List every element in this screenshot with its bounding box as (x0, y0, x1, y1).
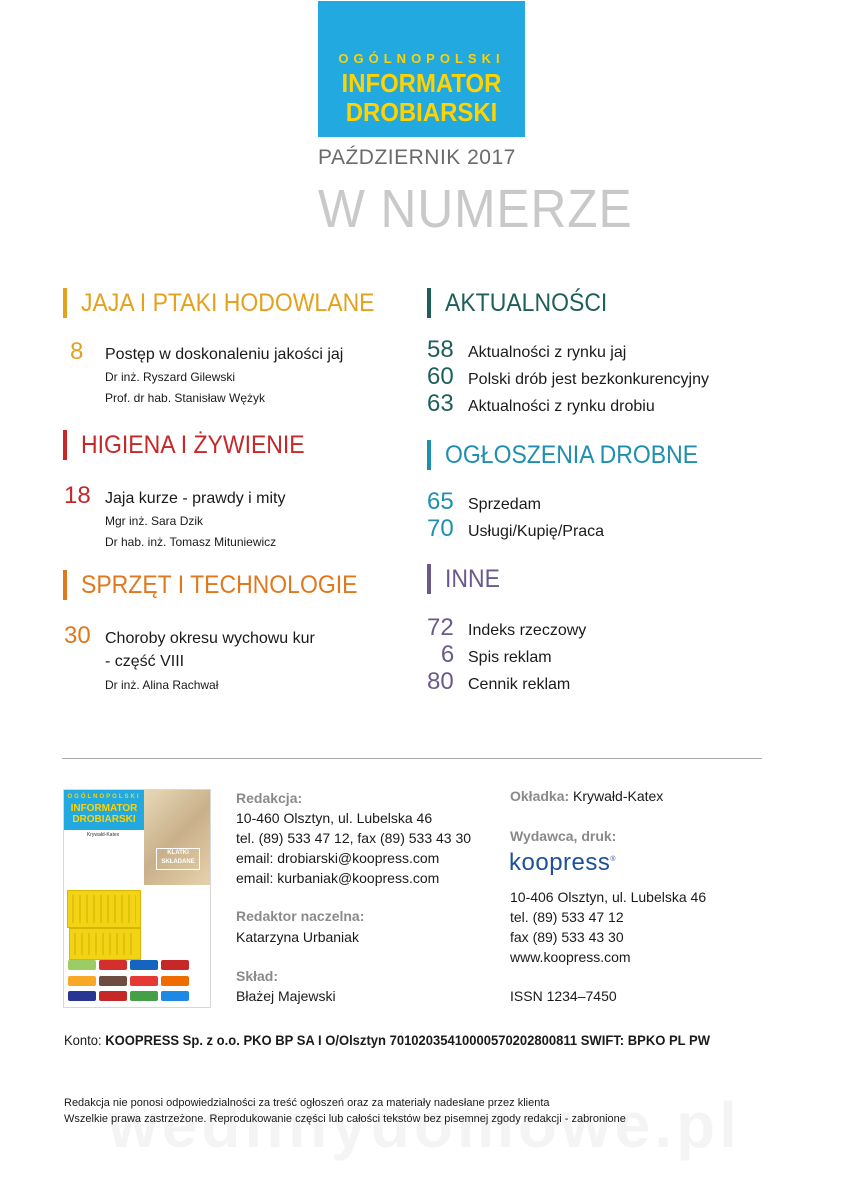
toc-entry[interactable] (427, 390, 655, 418)
page-number: 30 (64, 622, 91, 649)
redaktor-label: Redaktor naczelna: (236, 908, 365, 924)
sklad-label: Skład: (236, 968, 279, 984)
publisher-website[interactable]: www.koopress.com (510, 949, 631, 965)
article-title: Jaja kurze - prawdy i mity (105, 490, 286, 507)
divider (62, 758, 762, 759)
author: Dr inż. Ryszard Gilewski (105, 370, 236, 384)
author: Dr inż. Alina Rachwał (105, 678, 219, 692)
magazine-logo (318, 1, 525, 137)
section-bar (63, 570, 67, 600)
section-inne (427, 564, 505, 594)
redakcja-phone: tel. (89) 533 47 12, fax (89) 533 43 30 (236, 830, 472, 846)
article-title: Postęp w doskonaleniu jakości jaj (105, 346, 344, 363)
cover-brand: Krywałd-Katex (86, 832, 120, 838)
section-aktualnosci (427, 288, 621, 318)
page-number: 8 (70, 338, 84, 365)
disclaimer-line: Wszelkie prawa zastrzeżone. Reprodukowanie części lub całości tekstów bez pisemnej zgody redakcji - zabronione (64, 1113, 626, 1125)
page-number: 18 (64, 482, 91, 509)
section-bar (427, 564, 431, 594)
section-bar (63, 288, 67, 318)
account-value: KOOPRESS Sp. z o.o. PKO BP SA I O/Olsztyn 70102035410000570202800811 SWIFT: BPKO PL PW (105, 1032, 710, 1048)
logo-line-2: INFORMATOR (341, 68, 502, 98)
toc-entry[interactable] (70, 338, 343, 366)
page-number: 72 (427, 614, 454, 641)
section-bar (427, 440, 431, 470)
page-number: 65 (427, 488, 454, 515)
article-title: Aktualności z rynku drobiu (468, 398, 655, 415)
redakcja-email[interactable]: email: kurbaniak@koopress.com (236, 870, 440, 886)
disclaimer-line: Redakcja nie ponosi odpowiedzialności za treść ogłoszeń oraz za materiały nadesłane przez klienta (64, 1097, 550, 1109)
author: Mgr inż. Sara Dzik (105, 514, 204, 528)
okladka-line (510, 788, 663, 804)
cover-logo-line: OGÓLNOPOLSKI (67, 794, 141, 800)
section-title: INNE (445, 564, 500, 593)
page-number: 58 (427, 336, 454, 363)
cover-logo-line: INFORMATOR DROBIARSKI (70, 803, 138, 825)
toc-entry[interactable] (427, 363, 709, 391)
toc-entry[interactable] (427, 515, 604, 543)
article-title: Spis reklam (468, 649, 552, 666)
cover-thumbnail (63, 789, 211, 1008)
toc-entry[interactable] (64, 482, 286, 510)
bank-account (64, 1032, 710, 1048)
section-title: HIGIENA I ŻYWIENIE (81, 430, 305, 459)
logo-line-1: OGÓLNOPOLSKI (338, 51, 505, 66)
publisher-fax: fax (89) 533 43 30 (510, 929, 624, 945)
page-number: 63 (427, 390, 454, 417)
issn: ISSN 1234–7450 (510, 988, 617, 1004)
article-title: Aktualności z rynku jaj (468, 344, 627, 361)
page-number: 70 (427, 515, 454, 542)
toc-entry[interactable] (427, 336, 626, 364)
chicks-photo (144, 790, 210, 885)
sklad-name: Błażej Majewski (236, 988, 336, 1004)
article-title: Polski drób jest bezkonkurencyjny (468, 371, 710, 388)
section-title: SPRZĘT I TECHNOLOGIE (81, 570, 358, 599)
account-label: Konto: (64, 1032, 106, 1048)
section-ogloszenia (427, 440, 720, 470)
section-title: OGŁOSZENIA DROBNE (445, 440, 699, 469)
toc-entry[interactable] (427, 488, 541, 516)
okladka-value: Krywałd-Katex (573, 788, 664, 804)
logo-line-3: DROBIARSKI (345, 97, 498, 127)
article-title: Cennik reklam (468, 676, 571, 693)
section-bar (63, 430, 67, 460)
redakcja-label: Redakcja: (236, 790, 303, 806)
redaktor-name: Katarzyna Urbaniak (236, 929, 359, 945)
section-jaja (63, 288, 400, 318)
section-higiena (63, 430, 324, 460)
article-title: Choroby okresu wychowu kur (105, 630, 315, 647)
redakcja-address: 10-460 Olsztyn, ul. Lubelska 46 (236, 810, 433, 826)
toc-entry[interactable] (427, 614, 586, 642)
cover-klatki-label: KLATKI SKŁADANE (156, 848, 200, 870)
publisher-address: 10-406 Olsztyn, ul. Lubelska 46 (510, 889, 707, 905)
section-title: JAJA I PTAKI HODOWLANE (81, 288, 375, 317)
okladka-label: Okładka: (510, 788, 570, 804)
issue-date: PAŹDZIERNIK 2017 (318, 146, 516, 169)
wydawca-label: Wydawca, druk: (510, 828, 617, 844)
sponsor-logos (68, 960, 206, 1004)
section-bar (427, 288, 431, 318)
page-heading: W NUMERZE (318, 179, 633, 239)
toc-entry[interactable] (427, 668, 570, 696)
section-sprzet (63, 570, 382, 600)
article-title: Indeks rzeczowy (468, 622, 587, 639)
redakcja-email[interactable]: email: drobiarski@koopress.com (236, 850, 440, 866)
cover-logo (64, 790, 144, 830)
page-number: 80 (427, 668, 454, 695)
toc-entry[interactable] (64, 622, 315, 650)
toc-entry[interactable] (427, 641, 552, 669)
article-title: Sprzedam (468, 496, 541, 513)
page-number: 60 (427, 363, 454, 390)
koopress-logo: koopress® (509, 849, 617, 876)
crate-image (69, 928, 141, 960)
article-title: Usługi/Kupię/Praca (468, 523, 605, 540)
page-number: 6 (440, 641, 455, 668)
crate-image (67, 890, 141, 928)
author: Prof. dr hab. Stanisław Wężyk (105, 391, 266, 405)
article-title-cont: - część VIII (105, 653, 185, 670)
publisher-phone: tel. (89) 533 47 12 (510, 909, 624, 925)
author: Dr hab. inż. Tomasz Mituniewicz (105, 535, 277, 549)
section-title: AKTUALNOŚCI (445, 288, 608, 317)
